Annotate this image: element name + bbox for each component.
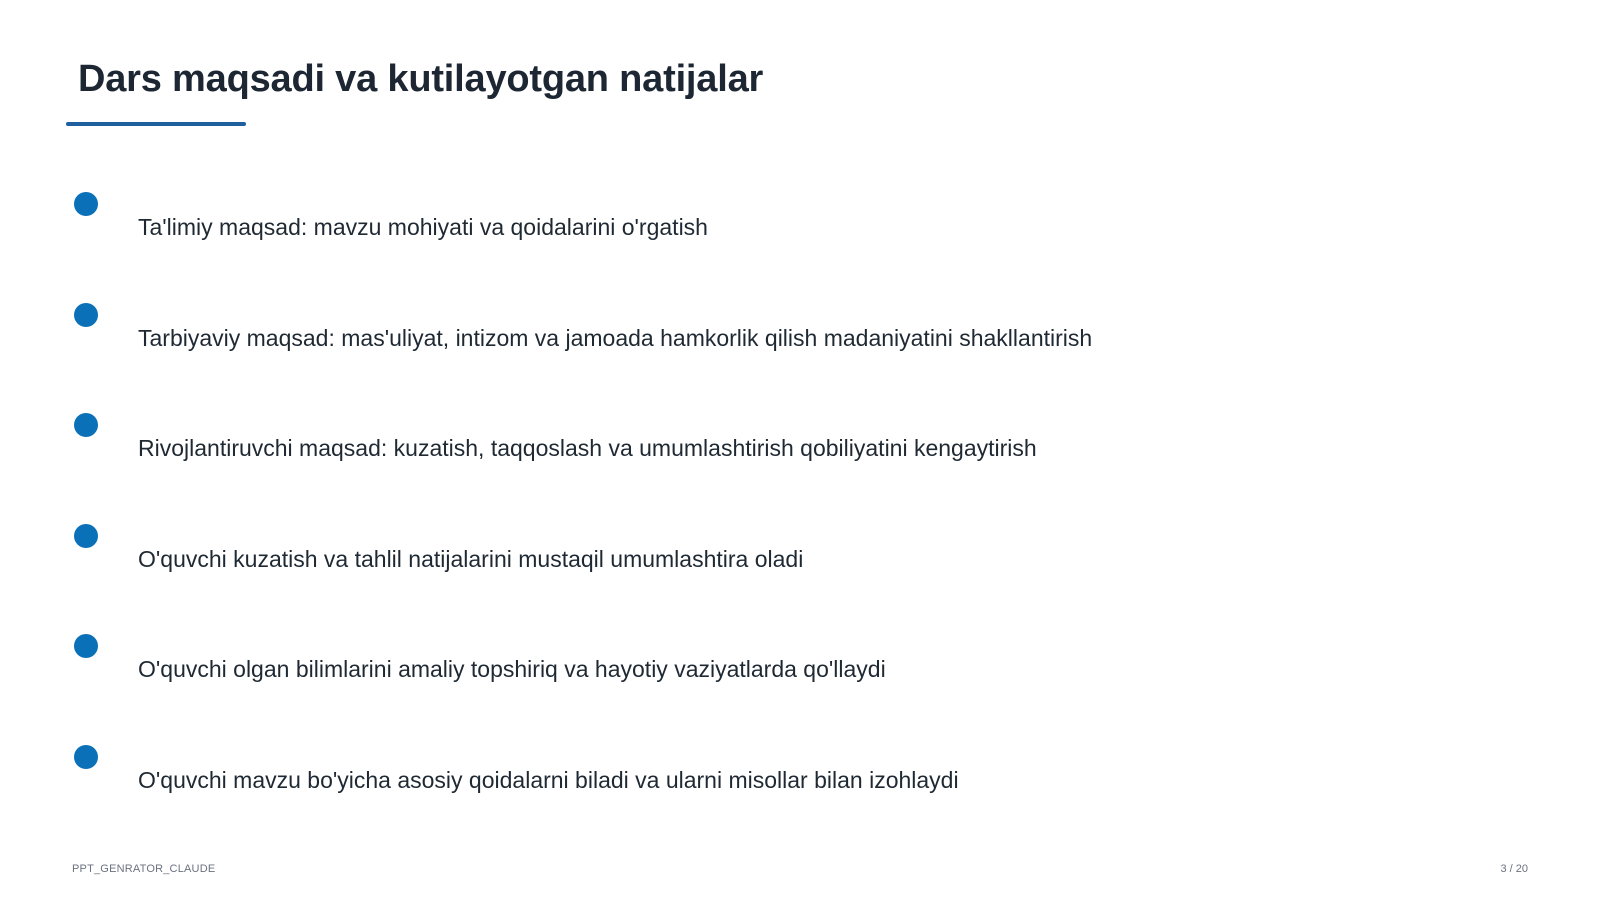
bullet-item: [74, 303, 1374, 383]
bullet-item: [74, 413, 1374, 493]
bullet-dot-icon: [74, 303, 98, 327]
bullet-item: [74, 524, 1374, 604]
bullet-dot-icon: [74, 524, 98, 548]
bullet-item: [74, 745, 1374, 825]
bullet-dot-icon: [74, 634, 98, 658]
bullet-text: Rivojlantiruvchi maqsad: kuzatish, taqqoslash va umumlashtirish qobiliyatini kengaytirish: [138, 435, 1037, 461]
bullet-text: O'quvchi mavzu bo'yicha asosiy qoidalarni biladi va ularni misollar bilan izohlaydi: [138, 767, 959, 793]
bullet-dot-icon: [74, 413, 98, 437]
bullet-item: [74, 634, 1374, 714]
footer-source-label: PPT_GENRATOR_CLAUDE: [72, 863, 216, 875]
bullet-text: O'quvchi kuzatish va tahlil natijalarini mustaqil umumlashtira oladi: [138, 546, 804, 572]
title-underline: [66, 122, 246, 126]
page-indicator: 3 / 20: [1500, 863, 1528, 875]
bullet-item: [74, 192, 1374, 272]
bullet-dot-icon: [74, 192, 98, 216]
bullet-text: O'quvchi olgan bilimlarini amaliy topshiriq va hayotiy vaziyatlarda qo'llaydi: [138, 656, 886, 682]
bullet-dot-icon: [74, 745, 98, 769]
bullet-text: Ta'limiy maqsad: mavzu mohiyati va qoidalarini o'rgatish: [138, 214, 708, 240]
slide-title: Dars maqsadi va kutilayotgan natijalar: [78, 58, 764, 100]
bullet-text: Tarbiyaviy maqsad: mas'uliyat, intizom va jamoada hamkorlik qilish madaniyatini shakllantirish: [138, 325, 1093, 351]
